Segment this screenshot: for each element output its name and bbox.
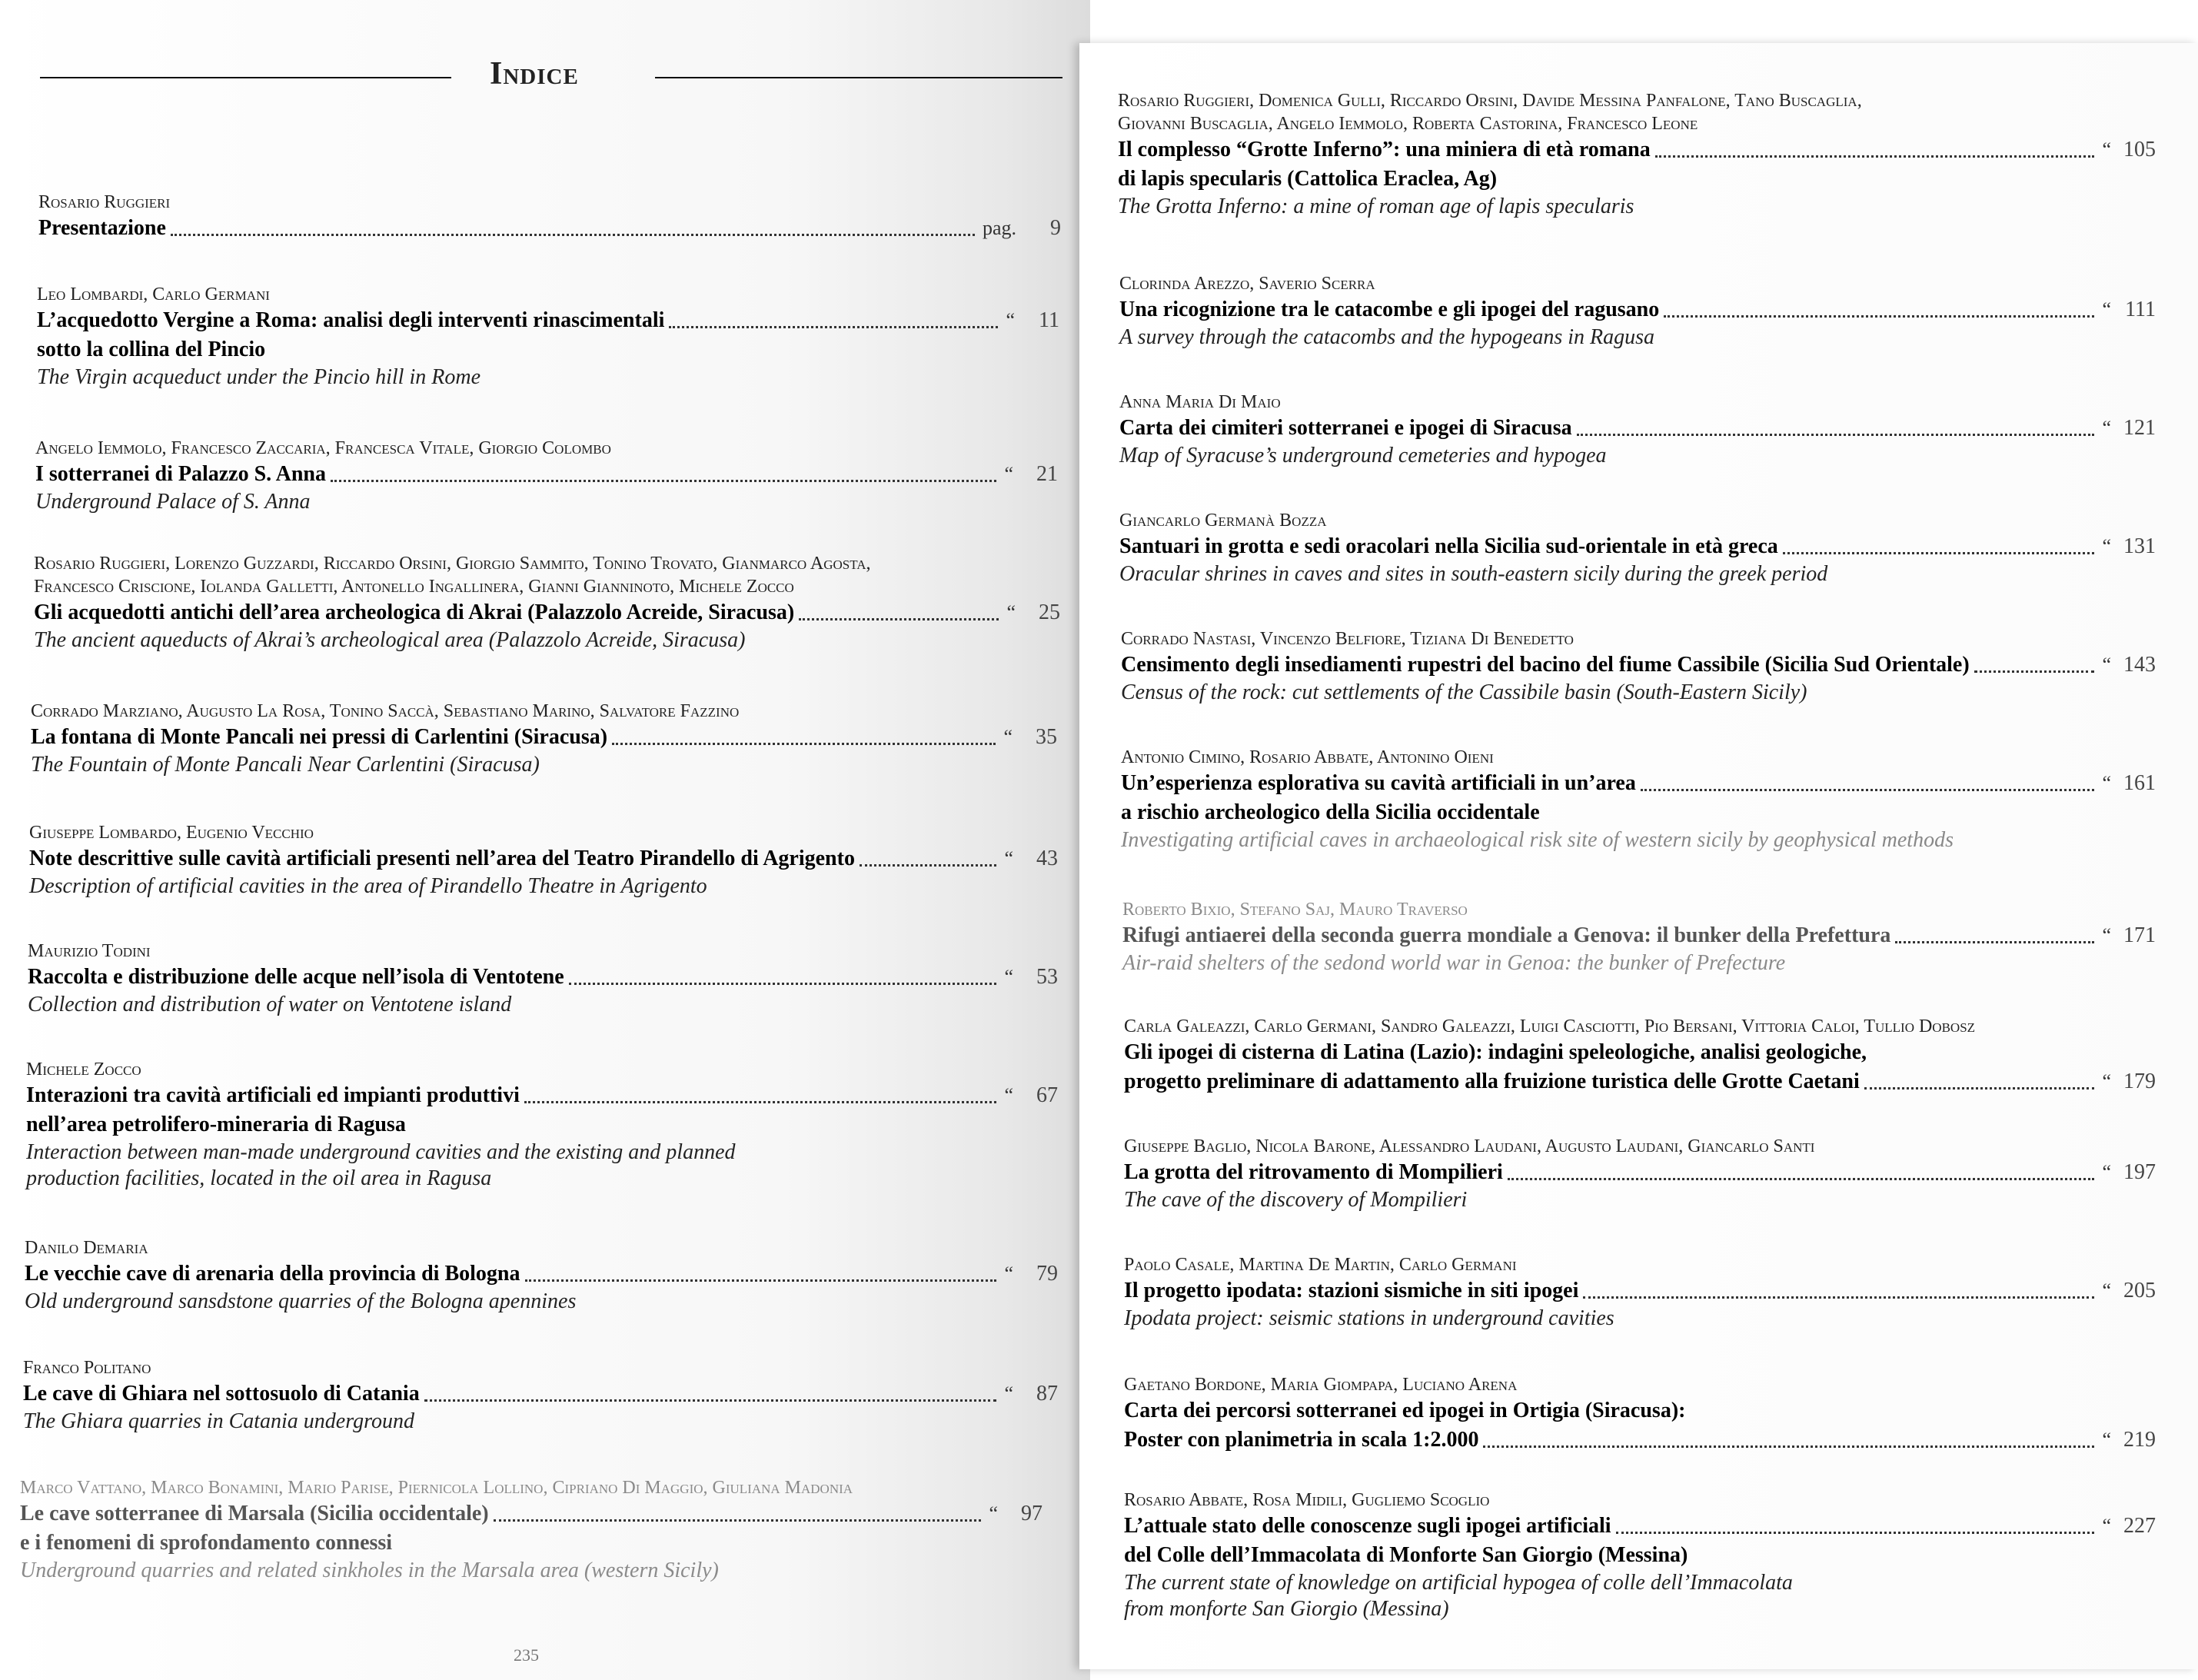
- entry-title-line: [1124, 1512, 2156, 1541]
- entry-title: Il complesso “Grotte Inferno”: una miniera di età romana: [1118, 138, 1651, 161]
- entry-authors: Franco Politano: [23, 1358, 151, 1378]
- toc-entry[interactable]: [37, 283, 1059, 391]
- right-page: [1079, 43, 2198, 1669]
- entry-subtitle: Census of the rock: cut settlements of the Cassibile basin (South-Eastern Sicily): [1121, 680, 1807, 704]
- entry-page-prefix: “: [2102, 138, 2111, 161]
- toc-entry[interactable]: [1124, 1135, 2156, 1213]
- entry-subtitle: Collection and distribution of water on Ventotene island: [28, 993, 512, 1016]
- toc-entry[interactable]: [1119, 509, 2156, 587]
- leader-dots: [1583, 1296, 2094, 1299]
- entry-page-number: 97: [1021, 1502, 1042, 1525]
- entry-page-prefix: “: [2102, 1279, 2111, 1302]
- entry-authors: Rosario Ruggieri: [38, 192, 171, 212]
- entry-authors: Leo Lombardi, Carlo Germani: [37, 284, 270, 304]
- entry-title: La fontana di Monte Pancali nei pressi di Carlentini (Siracusa): [31, 725, 608, 749]
- entry-subtitle-cont: production facilities, located in the oil area in Ragusa: [26, 1166, 492, 1190]
- entry-title-line: [31, 723, 1057, 752]
- entry-title-cont: di lapis specularis (Cattolica Eraclea, Ag): [1118, 167, 1498, 191]
- leader-dots: [612, 743, 996, 745]
- entry-title: I sotterranei di Palazzo S. Anna: [35, 462, 326, 486]
- entry-page-prefix: “: [1003, 726, 1013, 748]
- entry-authors: Antonio Cimino, Rosario Abbate, Antonino Oieni: [1121, 747, 1494, 767]
- entry-authors: Giuseppe Baglio, Nicola Barone, Alessandro Laudani, Augusto Laudani, Giancarlo Santi: [1124, 1136, 1815, 1156]
- leader-dots: [1616, 1532, 2095, 1534]
- entry-title-line: [28, 963, 1058, 992]
- entry-title-cont: sotto la collina del Pincio: [37, 338, 266, 361]
- leader-dots: [1895, 941, 2094, 943]
- entry-subtitle: The ancient aqueducts of Akrai’s archeological area (Palazzolo Acreide, Siracusa): [34, 628, 746, 652]
- entry-title-line: [1118, 135, 2156, 165]
- entry-subtitle-cont: from monforte San Giorgio (Messina): [1124, 1597, 1449, 1621]
- toc-entry[interactable]: [26, 1058, 1058, 1192]
- entry-title-line: [34, 598, 1060, 627]
- leader-dots: [525, 1279, 997, 1282]
- entry-title: Gli acquedotti antichi dell’area archeologica di Akrai (Palazzolo Acreide, Siracusa): [34, 600, 795, 624]
- entry-title-line: [1119, 414, 2156, 443]
- entry-title-line: [20, 1499, 1042, 1529]
- toc-entry[interactable]: [1119, 391, 2156, 469]
- entry-authors: Anna Maria Di Maio: [1119, 392, 1281, 412]
- toc-entry[interactable]: [1124, 1253, 2156, 1332]
- entry-subtitle: Interaction between man-made underground cavities and the existing and planned: [26, 1140, 736, 1164]
- toc-entry[interactable]: [1124, 1015, 2156, 1096]
- entry-page-prefix: “: [1004, 966, 1013, 988]
- entry-title: Carta dei percorsi sotterranei ed ipogei in Ortigia (Siracusa):: [1124, 1399, 1686, 1422]
- entry-title-line: [1121, 650, 2156, 680]
- entry-title: Note descrittive sulle cavità artificiali presenti nell’area del Teatro Pirandello di Agrigento: [29, 847, 855, 870]
- leader-dots: [171, 234, 975, 236]
- entry-page-number: 197: [2123, 1160, 2156, 1184]
- toc-entry[interactable]: [23, 1356, 1058, 1435]
- entry-authors: Clorinda Arezzo, Saverio Scerra: [1119, 274, 1375, 294]
- entry-subtitle: Ipodata project: seismic stations in underground cavities: [1124, 1306, 1614, 1330]
- entry-subtitle: The current state of knowledge on artificial hypogea of colle dell’Immacolata: [1124, 1571, 1793, 1595]
- toc-entry[interactable]: [28, 940, 1058, 1018]
- entry-title-line: [1119, 295, 2156, 324]
- entry-subtitle: Underground Palace of S. Anna: [35, 490, 311, 514]
- entry-page-number: 171: [2123, 923, 2156, 947]
- toc-entry[interactable]: [1122, 898, 2156, 976]
- entry-page-number: 43: [1036, 847, 1058, 870]
- entry-page-number: 11: [1039, 308, 1059, 332]
- entry-title-line: [1124, 1158, 2156, 1187]
- entry-authors: Carla Galeazzi, Carlo Germani, Sandro Galeazzi, Luigi Casciotti, Pio Bersani, Vittoria Caloi, Tullio Dobosz: [1124, 1016, 1976, 1036]
- entry-title-line: [1124, 1426, 2156, 1455]
- entry-title-cont: Poster con planimetria in scala 1:2.000: [1124, 1428, 1479, 1452]
- leader-dots: [860, 864, 997, 867]
- header-rule-right: [655, 77, 1062, 78]
- entry-authors: Giuseppe Lombardo, Eugenio Vecchio: [29, 823, 314, 843]
- entry-page-number: 105: [2123, 138, 2156, 161]
- entry-page-prefix: “: [2102, 1429, 2111, 1451]
- entry-authors: Gaetano Bordone, Maria Giompapa, Luciano Arena: [1124, 1375, 1518, 1395]
- entry-title-line: [1124, 1067, 2156, 1096]
- entry-subtitle: Description of artificial cavities in the area of Pirandello Theatre in Agrigento: [29, 874, 707, 898]
- entry-authors: Rosario Ruggieri, Domenica Gulli, Riccardo Orsini, Davide Messina Panfalone, Tano Buscaglia,: [1118, 91, 1862, 111]
- entry-title: La grotta del ritrovamento di Mompilieri: [1124, 1160, 1503, 1184]
- entry-page-prefix: “: [1004, 1084, 1013, 1106]
- entry-subtitle: The cave of the discovery of Mompilieri: [1124, 1188, 1468, 1212]
- entry-title: Gli ipogei di cisterna di Latina (Lazio): indagini speleologiche, analisi geologiche,: [1124, 1040, 1867, 1064]
- entry-page-number: 121: [2123, 416, 2156, 440]
- leader-dots: [1483, 1445, 2094, 1448]
- entry-page-number: 25: [1039, 600, 1060, 624]
- entry-authors: Angelo Iemmolo, Francesco Zaccaria, Francesca Vitale, Giorgio Colombo: [35, 438, 611, 458]
- entry-title: Carta dei cimiteri sotterranei e ipogei di Siracusa: [1119, 416, 1572, 440]
- entry-title-line: [1124, 1276, 2156, 1306]
- entry-title-line: [23, 1379, 1058, 1409]
- leader-dots: [524, 1101, 997, 1103]
- entry-title: Un’esperienza esplorativa su cavità artificiali in un’area: [1121, 771, 1636, 795]
- entry-title: L’attuale stato delle conoscenze sugli ipogei artificiali: [1124, 1514, 1611, 1538]
- entry-authors-cont: Francesco Criscione, Iolanda Galletti, Antonello Ingallinera, Gianni Gianninoto, Michele Zocco: [34, 577, 794, 597]
- leader-dots: [424, 1399, 997, 1402]
- entry-subtitle: Map of Syracuse’s underground cemeteries and hypogea: [1119, 444, 1607, 467]
- entry-page-number: 111: [2125, 298, 2156, 321]
- entry-authors: Roberto Bixio, Stefano Saj, Mauro Traverso: [1122, 900, 1468, 920]
- entry-title-cont: del Colle dell’Immacolata di Monforte San Giorgio (Messina): [1124, 1543, 1688, 1567]
- entry-title-cont: e i fenomeni di sprofondamento connessi: [20, 1531, 393, 1555]
- entry-subtitle: Air-raid shelters of the sedond world war in Genoa: the bunker of Prefecture: [1122, 951, 1786, 975]
- leader-dots: [1974, 670, 2095, 673]
- header-rule-left: [40, 77, 451, 78]
- entry-page-prefix: “: [1004, 463, 1013, 485]
- entry-subtitle: A survey through the catacombs and the hypogeans in Ragusa: [1119, 325, 1655, 349]
- entry-page-number: 179: [2123, 1070, 2156, 1093]
- entry-page-number: 219: [2123, 1428, 2156, 1452]
- entry-page-number: 21: [1036, 462, 1058, 486]
- leader-dots: [1508, 1178, 2095, 1180]
- entry-page-number: 131: [2123, 534, 2156, 558]
- entry-title: Raccolta e distribuzione delle acque nell’isola di Ventotene: [28, 965, 564, 989]
- entry-page-number: 161: [2123, 771, 2156, 795]
- entry-page-number: 53: [1036, 965, 1058, 989]
- entry-subtitle: Underground quarries and related sinkholes in the Marsala area (western Sicily): [20, 1559, 719, 1582]
- entry-page-number: 227: [2123, 1514, 2156, 1538]
- entry-authors: Maurizio Todini: [28, 941, 151, 961]
- entry-page-prefix: “: [1004, 847, 1013, 870]
- toc-entry[interactable]: [1118, 89, 2156, 220]
- leader-dots: [1655, 155, 2095, 158]
- entry-subtitle: The Grotta Inferno: a mine of roman age of lapis specularis: [1118, 195, 1634, 218]
- index-header: [40, 55, 1062, 101]
- entry-page-prefix: pag.: [982, 217, 1016, 239]
- leader-dots: [1864, 1087, 2095, 1090]
- entry-page-prefix: “: [1004, 1382, 1013, 1405]
- toc-entry[interactable]: [35, 437, 1058, 515]
- page-folio: 235: [514, 1645, 539, 1665]
- entry-subtitle: Investigating artificial caves in archaeological risk site of western sicily by geophysical methods: [1121, 828, 1954, 852]
- entry-subtitle: The Virgin acqueduct under the Pincio hill in Rome: [37, 365, 481, 389]
- entry-page-prefix: “: [2102, 1515, 2111, 1537]
- entry-title-line: [1122, 921, 2156, 950]
- entry-title: Una ricognizione tra le catacombe e gli ipogei del ragusano: [1119, 298, 1660, 321]
- entry-authors: Danilo Demaria: [25, 1238, 148, 1258]
- entry-page-prefix: “: [989, 1502, 998, 1525]
- toc-entry[interactable]: [1124, 1489, 2156, 1622]
- entry-page-number: 79: [1036, 1262, 1058, 1286]
- entry-page-number: 205: [2123, 1279, 2156, 1302]
- leader-dots: [799, 618, 999, 620]
- toc-entry[interactable]: [29, 821, 1058, 900]
- entry-page-number: 35: [1036, 725, 1057, 749]
- entry-title-line: [1119, 532, 2156, 561]
- entry-authors: Marco Vattano, Marco Bonamini, Mario Parise, Piernicola Lollino, Cipriano Di Maggio, Giuliana Madonia: [20, 1478, 853, 1498]
- entry-title-cont: nell’area petrolifero-mineraria di Ragusa: [26, 1113, 406, 1136]
- entry-subtitle: Old underground sansdstone quarries of the Bologna apennines: [25, 1289, 577, 1313]
- entry-title: Santuari in grotta e sedi oracolari nella Sicilia sud-orientale in età greca: [1119, 534, 1778, 558]
- entry-authors: Corrado Nastasi, Vincenzo Belfiore, Tiziana Di Benedetto: [1121, 629, 1574, 649]
- leader-dots: [669, 326, 998, 328]
- entry-page-number: 9: [1050, 216, 1061, 240]
- index-title: Indice: [490, 56, 579, 91]
- entry-page-prefix: “: [2102, 1070, 2111, 1093]
- entry-title-line: [35, 460, 1058, 489]
- toc-entry[interactable]: [25, 1236, 1058, 1315]
- entry-subtitle: The Ghiara quarries in Catania underground: [23, 1409, 414, 1433]
- leader-dots: [494, 1519, 982, 1522]
- toc-entry[interactable]: [1119, 272, 2156, 351]
- entry-title-line: [26, 1081, 1058, 1110]
- entry-subtitle: The Fountain of Monte Pancali Near Carlentini (Siracusa): [31, 753, 540, 777]
- entry-title-line: [37, 306, 1059, 335]
- toc-entry[interactable]: [20, 1476, 1042, 1584]
- leader-dots: [1783, 552, 2095, 554]
- entry-title: Interazioni tra cavità artificiali ed impianti produttivi: [26, 1083, 520, 1107]
- entry-title-line: [25, 1259, 1058, 1289]
- entry-page-prefix: “: [1006, 601, 1016, 624]
- entry-title: Presentazione: [38, 216, 166, 240]
- leader-dots: [1641, 789, 2095, 791]
- leader-dots: [569, 983, 997, 985]
- entry-page-number: 87: [1036, 1382, 1058, 1406]
- entry-authors-cont: Giovanni Buscaglia, Angelo Iemmolo, Roberta Castorina, Francesco Leone: [1118, 114, 1698, 134]
- left-page: [0, 0, 1090, 1680]
- entry-page-number: 67: [1036, 1083, 1058, 1107]
- entry-title-cont: progetto preliminare di adattamento alla fruizione turistica delle Grotte Caetani: [1124, 1070, 1860, 1093]
- entry-subtitle: Oracular shrines in caves and sites in south-eastern sicily during the greek period: [1119, 562, 1828, 586]
- toc-entry[interactable]: [38, 191, 1061, 243]
- toc-entry[interactable]: [1124, 1373, 2156, 1455]
- entry-authors: Corrado Marziano, Augusto La Rosa, Tonino Saccà, Sebastiano Marino, Salvatore Fazzino: [31, 701, 740, 721]
- entry-authors: Rosario Abbate, Rosa Midili, Gugliemo Scoglio: [1124, 1490, 1490, 1510]
- entry-page-prefix: “: [2102, 298, 2111, 321]
- leader-dots: [331, 480, 996, 482]
- entry-page-number: 143: [2123, 653, 2156, 677]
- entry-authors: Michele Zocco: [26, 1060, 141, 1080]
- entry-title-line: [38, 214, 1061, 243]
- entry-page-prefix: “: [2102, 417, 2111, 439]
- entry-title: Le vecchie cave di arenaria della provincia di Bologna: [25, 1262, 520, 1286]
- toc-entry[interactable]: [1121, 746, 2156, 853]
- entry-authors: Giancarlo Germanà Bozza: [1119, 511, 1327, 531]
- entry-title: Il progetto ipodata: stazioni sismiche in siti ipogei: [1124, 1279, 1579, 1302]
- entry-title: Le cave di Ghiara nel sottosuolo di Catania: [23, 1382, 420, 1406]
- entry-authors: Rosario Ruggieri, Lorenzo Guzzardi, Riccardo Orsini, Giorgio Sammito, Tonino Trovato, Gianmarco Agosta,: [34, 554, 871, 574]
- entry-page-prefix: “: [2102, 772, 2111, 794]
- entry-page-prefix: “: [2102, 654, 2111, 676]
- entry-title: Censimento degli insediamenti rupestri del bacino del fiume Cassibile (Sicilia Sud Orientale): [1121, 653, 1970, 677]
- toc-entry[interactable]: [31, 700, 1057, 778]
- entry-page-prefix: “: [2102, 1161, 2111, 1183]
- leader-dots: [1577, 434, 2095, 436]
- entry-page-prefix: “: [2102, 924, 2111, 946]
- entry-title: L’acquedotto Vergine a Roma: analisi degli interventi rinascimentali: [37, 308, 665, 332]
- entry-page-prefix: “: [1006, 309, 1015, 331]
- entry-title-line: [1121, 769, 2156, 798]
- entry-title-cont: a rischio archeologico della Sicilia occidentale: [1121, 800, 1540, 824]
- entry-title-line: [29, 844, 1058, 873]
- entry-page-prefix: “: [1004, 1262, 1013, 1285]
- entry-authors: Paolo Casale, Martina De Martin, Carlo Germani: [1124, 1255, 1517, 1275]
- leader-dots: [1664, 315, 2094, 318]
- entry-title: Rifugi antiaerei della seconda guerra mondiale a Genova: il bunker della Prefettura: [1122, 923, 1891, 947]
- entry-page-prefix: “: [2102, 535, 2111, 557]
- toc-entry[interactable]: [1121, 627, 2156, 706]
- toc-entry[interactable]: [34, 552, 1060, 654]
- entry-title: Le cave sotterranee di Marsala (Sicilia occidentale): [20, 1502, 489, 1525]
